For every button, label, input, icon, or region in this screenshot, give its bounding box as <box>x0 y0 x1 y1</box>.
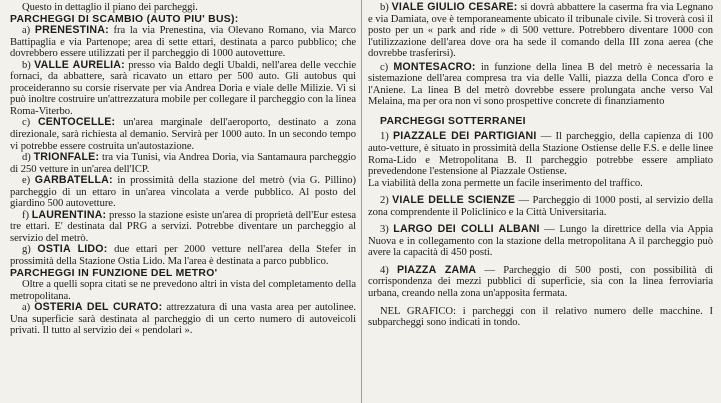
item-text: due ettari per 2000 vetture nell'area della Stefer in prossimità della Stazione Ostia Lido. Ma l'area è destinata a parco pubblico. <box>10 244 356 268</box>
item-name: TRIONFALE: <box>33 151 100 164</box>
right-column <box>368 2 713 329</box>
item-text: — Il parcheggio, della capienza di 100 auto-vetture, è situato in prossimità della Stazione Ostiense delle F.S. e delle linee Roma-Lido e Metropolitana B. Il parcheggio potrebbe essere ampliato prevedendone l'estensione al Piazzale Ostiense. <box>368 131 713 178</box>
item-largo-colli-albani <box>368 224 713 259</box>
heading-parcheggi-funzione-metro: PARCHEGGI IN FUNZIONE DEL METRO' <box>10 267 218 279</box>
item-text: presso via Baldo degli Ubaldi, nell'area delle vecchie fornaci, da abbattere, sarà ricavato un ettaro per 500 auto. Gli autobus qui proceideranno su corsie riservate per via Andrea Doria e viale delle Milizie. Vi si può inoltre costruire un'attrezzatura mobile per collegare il parcheggio con la linea Roma-Viterbo. <box>10 59 356 117</box>
item-name: VIALE DELLE SCIENZE <box>392 194 516 207</box>
item-ostia-lido <box>10 244 356 267</box>
item-text: tra via Tunisi, via Andrea Doria, via Santamaura parcheggio di 250 vetture in un'area dell'ICP. <box>10 152 356 175</box>
item-viale-scienze <box>368 195 713 218</box>
item-text: un'area marginale dell'aeroporto, destinato a zona direzionale, sarà richiesta al demanio. Servirà per 1000 auto. In un secondo tempo vi potrebbe essere costruita un'autostazione. <box>10 117 356 152</box>
viabilita-text: La viabilità della zona permette un facile inserimento del traffico. <box>368 177 643 189</box>
item-name: MONTESACRO: <box>393 60 476 73</box>
item-name: OSTERIA DEL CURATO: <box>34 301 163 314</box>
item-text: — Parcheggio di 1000 posti, al servizio della zona comprendente il Policlinico e la Città Universitaria. <box>368 195 713 218</box>
item-prenestina <box>10 25 356 60</box>
item-number: 3) <box>380 224 389 236</box>
item-letter: f) <box>22 209 29 221</box>
item-name: OSTIA LIDO: <box>37 243 108 256</box>
funzione-intro-text: Oltre a quelli sopra citati se ne prevedono altri in vista del completamento della metropolitana. <box>10 279 356 302</box>
item-name: VALLE AURELIA: <box>34 58 125 71</box>
item-text: — Parcheggio di 500 posti, con possibilità di corrispondenza dei mezzi pubblici di superficie, sia con la linea ferroviaria urbana, creando nella zona un'apposita fermata. <box>368 264 713 300</box>
item-piazza-zama <box>368 265 713 300</box>
item-trionfale <box>10 152 356 175</box>
item-name: LARGO DEI COLLI ALBANI <box>393 223 540 236</box>
item-number: 4) <box>380 264 389 276</box>
item-text: presso la stazione esiste un'area di proprietà dell'Eur estesa tre ettari. E' destinata dal PRG a servizi. Potrebbe diventare un parcheggio al servizio del metrò. <box>10 209 356 244</box>
item-number: 1) <box>380 131 389 143</box>
item-viale-giulio-cesare <box>368 2 713 60</box>
heading-parcheggi-sotterranei: PARCHEGGI SOTTERRANEI <box>380 115 526 127</box>
item-text: fra la via Prenestina, via Olevano Romano, via Marco Battipaglia e via Partenope; area di sette ettari, destinata a parco pubblico; che dovrebbero essere utilizzati per il parcheggio di 1000 autovetture. <box>10 25 356 60</box>
item-letter: b) <box>380 2 389 13</box>
intro-text: Questo in dettaglio il piano dei parcheggi. <box>22 2 198 13</box>
item-number: 2) <box>380 195 389 207</box>
left-column <box>10 2 356 337</box>
item-name: PIAZZA ZAMA <box>396 263 477 276</box>
heading-parcheggi-scambio: PARCHEGGI DI SCAMBIO (AUTO PIU' BUS): <box>10 13 239 25</box>
item-name: LAURENTINA: <box>31 208 107 221</box>
item-letter: d) <box>22 152 31 164</box>
item-letter: c) <box>380 61 389 73</box>
item-valle-aurelia <box>10 60 356 118</box>
item-text: attrezzatura di una vasta area per autolinee. Una superficie sarà destinata al parcheggio di un certo numero di autoveicoli privati. Il tutto al servizio dei « pendolari ». <box>10 302 356 337</box>
item-text: si dovrà abbattere la caserma fra via Legnano e via Damiata, ove è temporaneamente ubicato il tribunale civile. Si troverà così il posto per un « park and ride » di 500 vetture. Potrebbero diventare 1000 con l'utilizzazione dell'area dove ora ha sede il comando della III zona aerea (che dovrebbe trasferirsi). <box>368 2 714 60</box>
item-name: PIAZZALE DEI PARTIGIANI <box>392 130 537 143</box>
item-text: in prossimità della stazione del metrò (via G. Pillino) parcheggio di un ettaro in un'area vincolata a verde pubblico. Al posto del giardino 500 autovetture. <box>10 175 356 210</box>
item-piazzale-partigiani <box>368 131 713 177</box>
item-letter: c) <box>22 117 31 129</box>
item-text: — Lungo la direttrice della via Appia Nuova e in collegamento con la stazione della metropolitana A il parcheggio può avere la capacità di 450 posti. <box>368 224 713 259</box>
item-osteria-del-curato <box>10 302 356 337</box>
item-letter: a) <box>22 25 31 37</box>
item-centocelle <box>10 117 356 152</box>
column-divider <box>361 0 362 403</box>
item-name: PRENESTINA: <box>34 24 109 37</box>
item-name: CENTOCELLE: <box>37 116 116 129</box>
item-name: VIALE GIULIO CESARE: <box>391 1 518 13</box>
grafico-note: NEL GRAFICO: i parcheggi con il relativo numero delle macchine. I subparcheggi sono indicati in tondo. <box>368 305 713 329</box>
item-name: GARBATELLA: <box>34 174 113 187</box>
item-letter: g) <box>22 244 31 256</box>
item-laurentina <box>10 210 356 245</box>
item-letter: e) <box>22 175 31 187</box>
item-garbatella <box>10 175 356 210</box>
item-letter: b) <box>22 59 31 71</box>
item-montesacro <box>368 62 713 108</box>
item-letter: a) <box>22 302 31 314</box>
item-text: in funzione della linea B del metrò è necessaria la sistemazione dell'area compresa tra via delle Valli, piazza della Conca d'oro e l'Aniene. La linea B del metrò dovrebbe essere prolungata anche verso Val Melaina, ma per ora non vi sono prospettive concrete di finanziamento <box>368 61 713 108</box>
